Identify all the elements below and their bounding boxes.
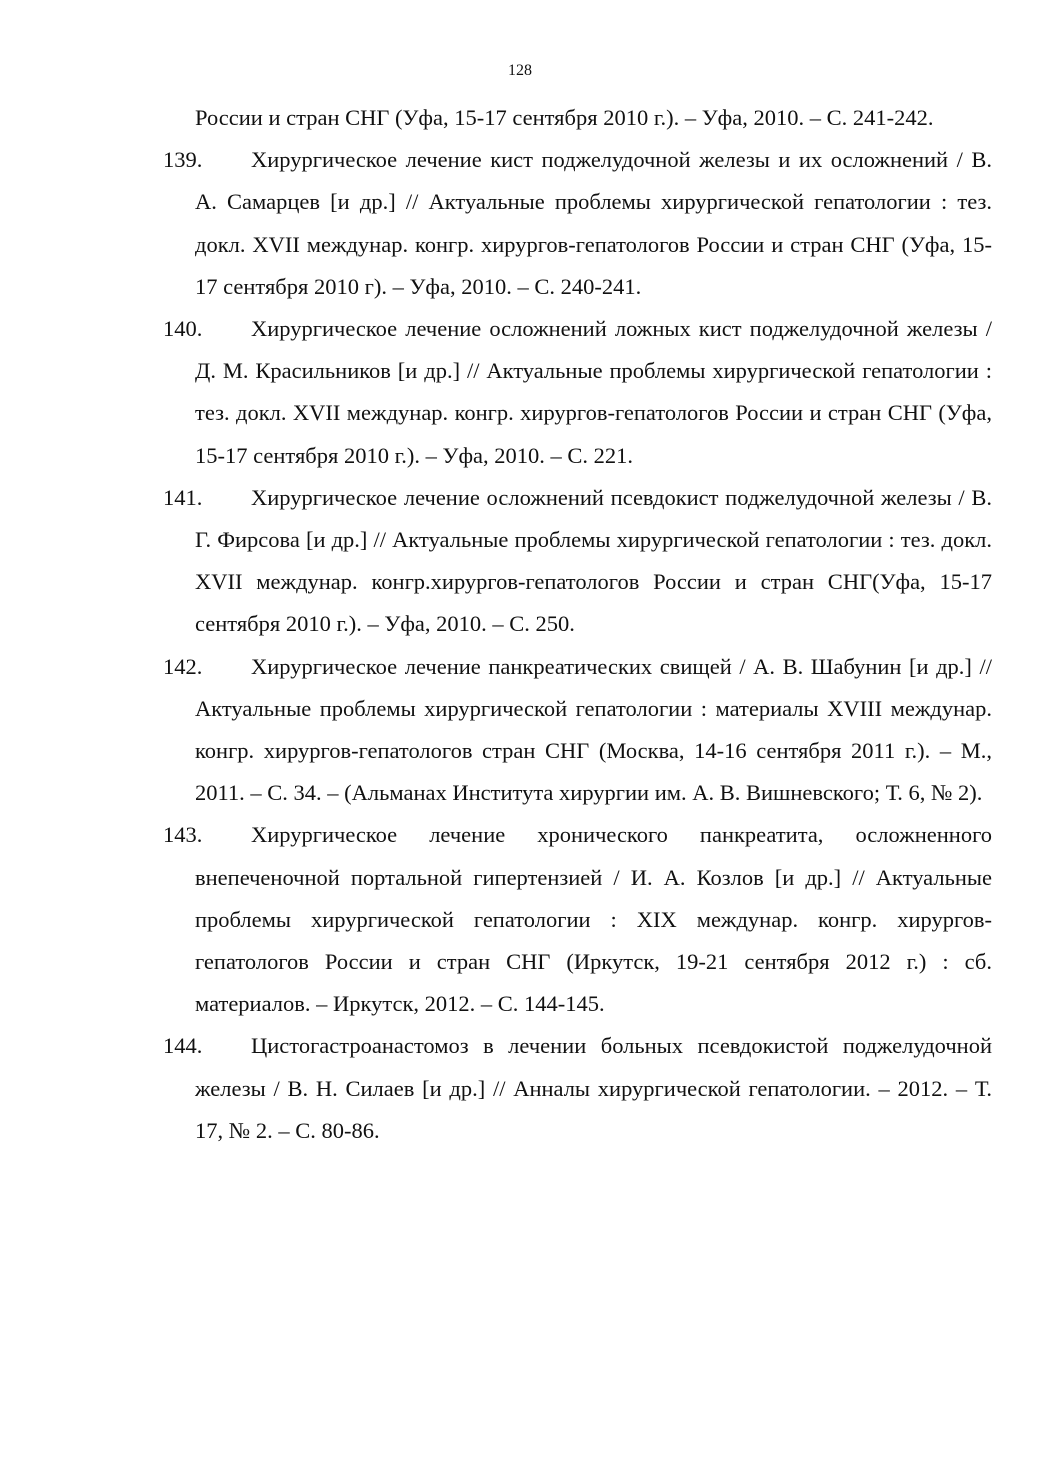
entry-text: Цистогастроанастомоз в лечении больных псевдокистой поджелудочной железы / В. Н. Силаев [и др.] // Анналы хирургической гепатологии. – 2012. – Т. 17, № 2. – С. 80-86.	[195, 1033, 992, 1143]
entry-text: Хирургическое лечение хронического панкреатита, осложненного внепеченочной портальной гипертензией / И. А. Козлов [и др.] // Актуальные проблемы хирургической гепатологии : XIX междунар. конгр. хирургов-гепатологов России и стран СНГ (Иркутск, 19-21 сентября 2012 г.) : сб. материалов. – Иркутск, 2012. – С. 144-145.	[195, 822, 992, 1017]
entry-number: 139.	[163, 147, 203, 173]
bibliography-list	[163, 97, 992, 1152]
entry-number: 142.	[163, 653, 203, 679]
bibliography-entry-144	[163, 1025, 992, 1152]
bibliography-entry-139	[163, 139, 992, 308]
entry-text: Хирургическое лечение панкреатических свищей / А. В. Шабунин [и др.] // Актуальные проблемы хирургической гепатологии : материалы XVIII междунар. конгр. хирургов-гепатологов стран СНГ (Москва, 14-16 сентября 2011 г.). – М., 2011. – С. 34. – (Альманах Института хирургии им. А. В. Вишневского; Т. 6, № 2).	[195, 653, 992, 806]
entry-text: Хирургическое лечение осложнений псевдокист поджелудочной железы / В. Г. Фирсова [и др.] // Актуальные проблемы хирургической гепатологии : тез. докл. XVII междунар. конгр.хирургов-гепатологов России и стран СНГ(Уфа, 15-17 сентября 2010 г.). – Уфа, 2010. – С. 250.	[195, 484, 992, 637]
bibliography-entry-141	[163, 477, 992, 646]
bibliography-entry-140	[163, 308, 992, 477]
page-number: 128	[508, 62, 532, 79]
continued-entry-text: России и стран СНГ (Уфа, 15-17 сентября 2010 г.). – Уфа, 2010. – С. 241-242.	[195, 105, 934, 130]
entry-text: Хирургическое лечение осложнений ложных кист поджелудочной железы / Д. М. Красильников [и др.] // Актуальные проблемы хирургической гепатологии : тез. докл. XVII междунар. конгр. хирургов-гепатологов России и стран СНГ (Уфа, 15-17 сентября 2010 г.). – Уфа, 2010. – С. 221.	[195, 316, 992, 468]
entry-number: 141.	[163, 484, 203, 510]
entry-number: 140.	[163, 316, 203, 342]
entry-number: 143.	[163, 822, 203, 848]
bibliography-entry-143	[163, 814, 992, 1025]
bibliography-entry-142	[163, 646, 992, 815]
entry-number: 144.	[163, 1033, 203, 1059]
entry-text: Хирургическое лечение кист поджелудочной железы и их осложнений / В. А. Самарцев [и др.] // Актуальные проблемы хирургической гепатологии : тез. докл. XVII междунар. конгр. хирургов-гепатологов России и стран СНГ (Уфа, 15-17 сентября 2010 г). – Уфа, 2010. – С. 240-241.	[195, 147, 992, 299]
